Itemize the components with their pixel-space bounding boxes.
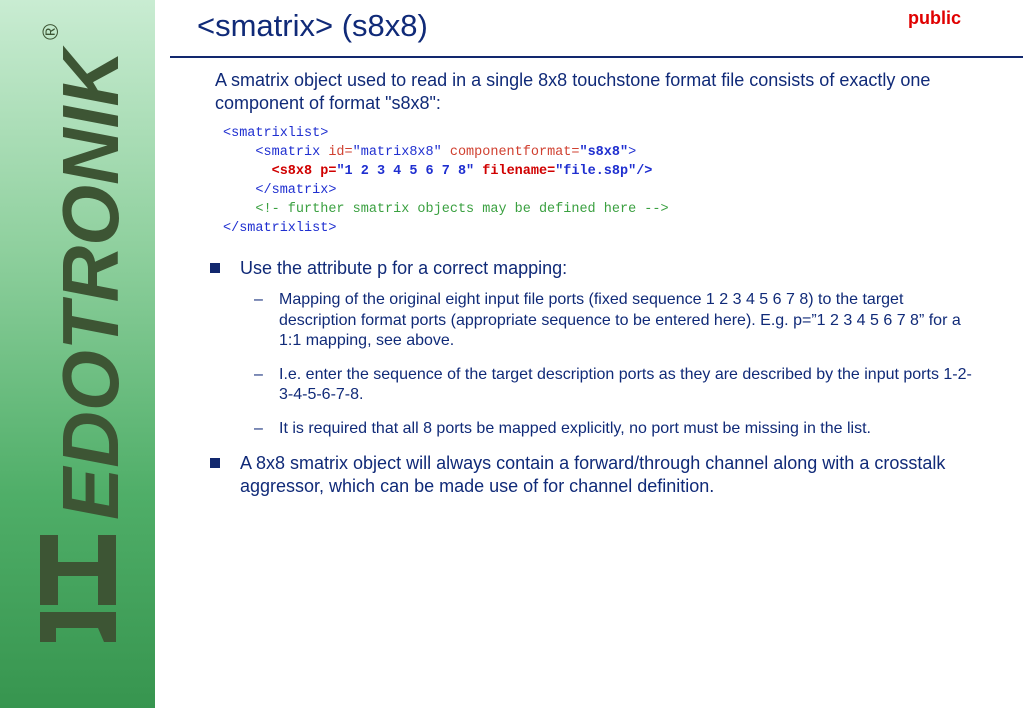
code-format-value: "s8x8" bbox=[579, 145, 629, 160]
code-smatrix-end: > bbox=[628, 145, 637, 160]
code-close-smatrix: </smatrix> bbox=[255, 183, 337, 198]
bullet-list bbox=[208, 257, 978, 508]
bullet-text: Use the attribute p for a correct mapping: bbox=[240, 258, 568, 278]
code-s8x8-tag: <s8x8 bbox=[271, 164, 313, 179]
dash-bullet-icon: – bbox=[254, 365, 263, 383]
code-p-value: "1 2 3 4 5 6 7 8" bbox=[336, 164, 475, 179]
intro-text: A smatrix object used to read in a single 8x8 touchstone format file consists of exactly one component of format "s8x8": bbox=[215, 70, 931, 113]
code-filename-value: "file.s8p" bbox=[555, 164, 637, 179]
sub-bullet-text: Mapping of the original eight input file ports (fixed sequence 1 2 3 4 5 6 7 8) to the target description format ports (appropriate sequence to be entered here). E.g. p=”1 2 3 4 5 6 7 8” for a 1:1 mapping, see above. bbox=[279, 291, 961, 349]
code-open-list: <smatrixlist> bbox=[223, 126, 329, 141]
registered-mark: ® bbox=[38, 23, 63, 40]
code-id-value: "matrix8x8" bbox=[352, 145, 442, 160]
sub-bullet-text: I.e. enter the sequence of the target description ports as they are described by the input ports 1-2-3-4-5-6-7-8. bbox=[279, 365, 972, 403]
sub-bullet-text: It is required that all 8 ports be mapped explicitly, no port must be missing in the list. bbox=[279, 419, 871, 437]
code-comment: <!- further smatrix objects may be defined here --> bbox=[255, 202, 669, 217]
eh-logo-icon bbox=[40, 535, 116, 642]
page-title: <smatrix> (s8x8) bbox=[197, 8, 428, 43]
code-smatrix-tag: <smatrix bbox=[255, 145, 321, 160]
code-filename-attr: filename= bbox=[474, 164, 556, 179]
code-close-list: </smatrixlist> bbox=[223, 221, 337, 236]
code-id-attr: id= bbox=[320, 145, 353, 160]
bullet-text: A 8x8 smatrix object will always contain a forward/through channel along with a crosstalk aggressor, which can be made use of for channel definition. bbox=[240, 453, 946, 496]
classification-label: public bbox=[908, 8, 961, 28]
title-divider bbox=[170, 56, 1023, 58]
code-block bbox=[223, 124, 669, 238]
square-bullet-icon bbox=[210, 458, 220, 468]
bullet-item bbox=[208, 257, 978, 439]
bullet-item bbox=[208, 452, 978, 498]
edotronik-logo bbox=[0, 0, 155, 708]
sub-bullet-item bbox=[240, 290, 978, 352]
logo-text: EDOTRONIK bbox=[46, 40, 135, 520]
code-s8x8-end: /> bbox=[636, 164, 653, 179]
sub-bullet-item bbox=[240, 419, 978, 440]
dash-bullet-icon: – bbox=[254, 291, 263, 308]
sub-bullet-list bbox=[240, 290, 978, 439]
dash-bullet-icon: – bbox=[254, 419, 263, 437]
square-bullet-icon bbox=[210, 263, 220, 273]
code-p-attr: p= bbox=[312, 164, 337, 179]
sub-bullet-item bbox=[240, 365, 978, 406]
code-format-attr: componentformat= bbox=[441, 145, 580, 160]
